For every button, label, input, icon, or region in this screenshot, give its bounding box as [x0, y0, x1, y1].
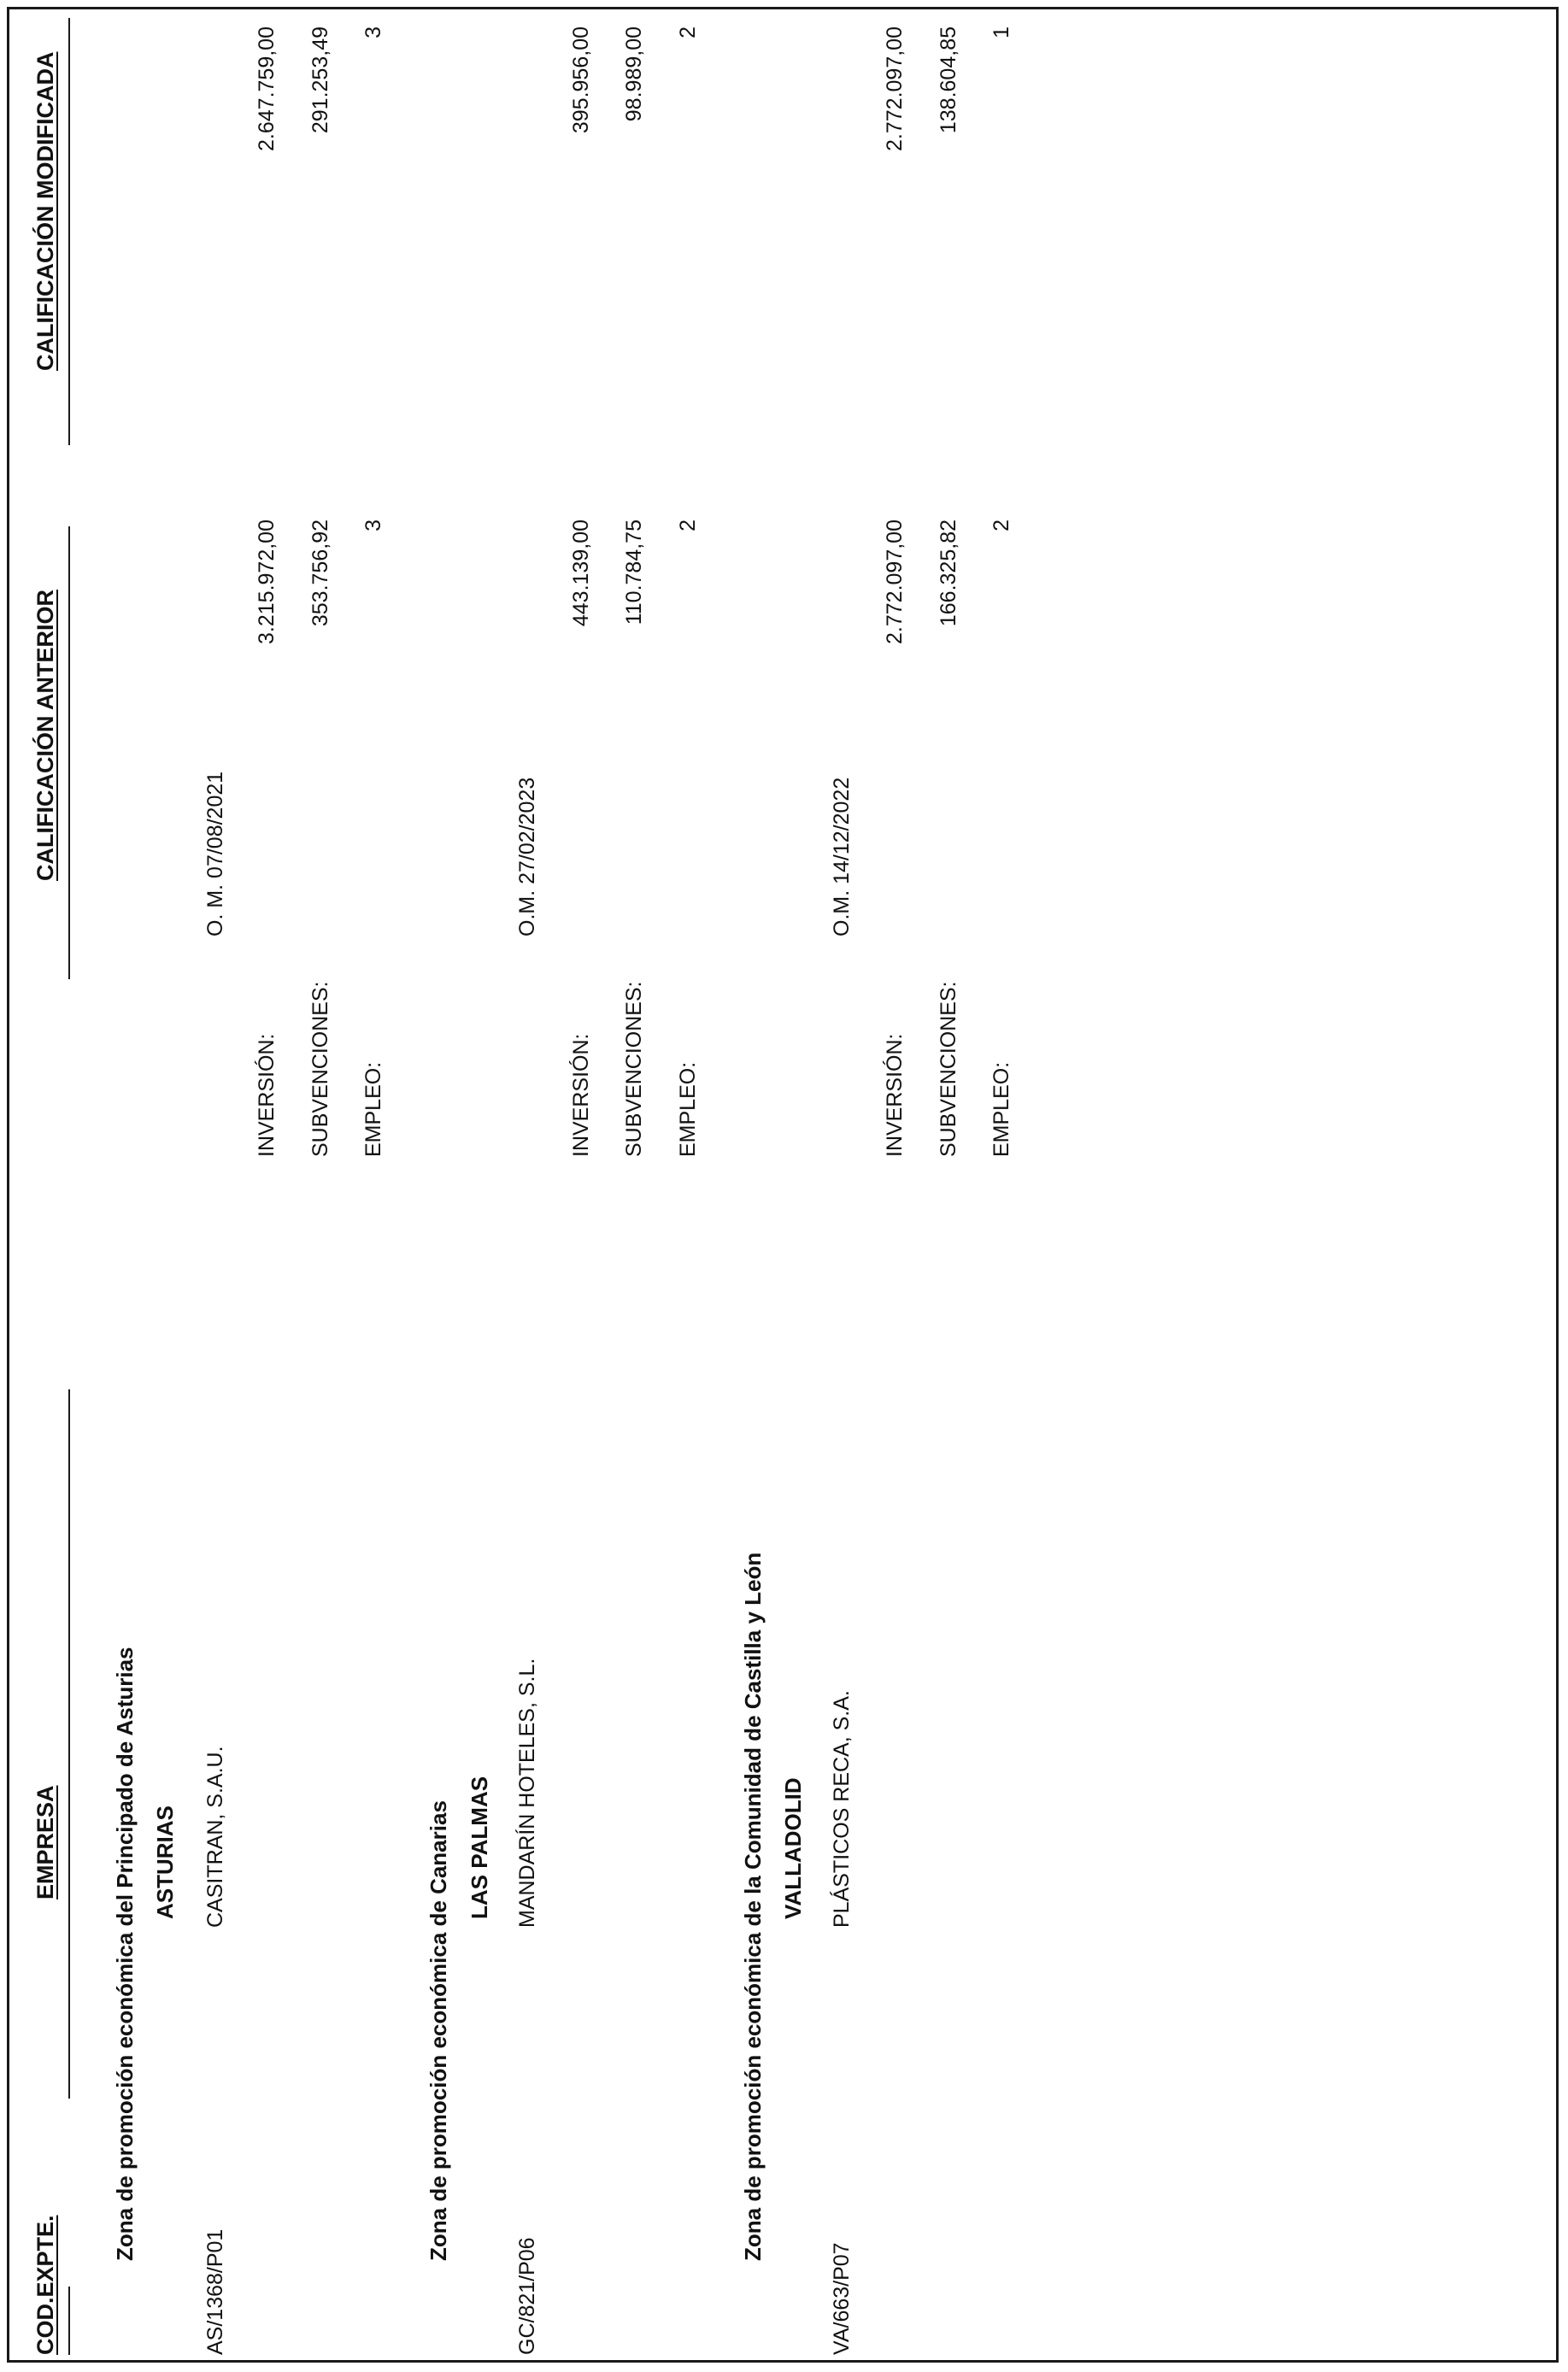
header-rule-empresa	[68, 1389, 70, 2099]
label-inversion: INVERSIÓN:	[569, 1033, 593, 1157]
province-name: VALLADOLID	[780, 1777, 806, 1919]
label-subvenciones: SUBVENCIONES:	[308, 981, 332, 1157]
zone-title: Zona de promoción económica de la Comunidad de Castilla y León	[740, 1552, 766, 2261]
label-empleo: EMPLEO:	[361, 1061, 385, 1157]
header-rule-modificada	[68, 18, 70, 445]
expedient-code: GC/821/P06	[515, 2237, 539, 2355]
company-name: PLÁSTICOS RECA, S.A.	[830, 1690, 854, 1928]
header-empresa: EMPRESA	[32, 1785, 58, 1899]
modificada-empleo: 3	[361, 26, 385, 38]
anterior-subvenciones: 110.784,75	[622, 520, 646, 625]
header-rule-cod	[68, 2287, 70, 2355]
anterior-empleo: 2	[676, 520, 700, 531]
province-name: LAS PALMAS	[467, 1776, 492, 1919]
expedient-code: AS/1368/P01	[203, 2228, 227, 2355]
anterior-inversion: 3.215.972,00	[255, 520, 279, 644]
label-inversion: INVERSIÓN:	[883, 1033, 907, 1157]
anterior-inversion: 443.139,00	[569, 520, 593, 627]
label-empleo: EMPLEO:	[990, 1061, 1013, 1157]
modificada-inversion: 2.647.759,00	[255, 26, 279, 151]
modificada-subvenciones: 291.253,49	[308, 26, 332, 134]
zone-title: Zona de promoción económica del Principado de Asturias	[112, 1647, 138, 2261]
label-subvenciones: SUBVENCIONES:	[622, 981, 646, 1157]
anterior-subvenciones: 166.325,82	[937, 520, 960, 627]
anterior-empleo: 2	[990, 520, 1013, 531]
header-anterior: CALIFICACIÓN ANTERIOR	[32, 590, 58, 881]
label-empleo: EMPLEO:	[676, 1061, 700, 1157]
province-name: ASTURIAS	[152, 1805, 178, 1919]
order-date: O.M. 27/02/2023	[515, 777, 539, 936]
label-inversion: INVERSIÓN:	[255, 1033, 279, 1157]
modificada-inversion: 395.956,00	[569, 26, 593, 134]
header-modificada: CALIFICACIÓN MODIFICADA	[32, 51, 58, 371]
anterior-subvenciones: 353.756,92	[308, 520, 332, 627]
zone-title: Zona de promoción económica de Canarias	[426, 1800, 451, 2261]
modificada-inversion: 2.772.097,00	[883, 26, 907, 151]
company-name: CASITRAN, S.A.U.	[203, 1746, 227, 1928]
header-rule-anterior	[68, 526, 70, 979]
header-cod: COD.EXPTE.	[32, 2215, 58, 2355]
expedient-code: VA/663/P07	[830, 2242, 854, 2355]
anterior-empleo: 3	[361, 520, 385, 531]
modificada-subvenciones: 98.989,00	[622, 26, 646, 122]
modificada-subvenciones: 138.604,85	[937, 26, 960, 134]
modificada-empleo: 2	[676, 26, 700, 38]
modificada-empleo: 1	[990, 26, 1013, 38]
label-subvenciones: SUBVENCIONES:	[937, 981, 960, 1157]
order-date: O.M. 14/12/2022	[830, 777, 854, 936]
company-name: MANDARÍN HOTELES, S.L.	[515, 1658, 539, 1928]
anterior-inversion: 2.772.097,00	[883, 520, 907, 644]
order-date: O. M. 07/08/2021	[203, 771, 227, 936]
